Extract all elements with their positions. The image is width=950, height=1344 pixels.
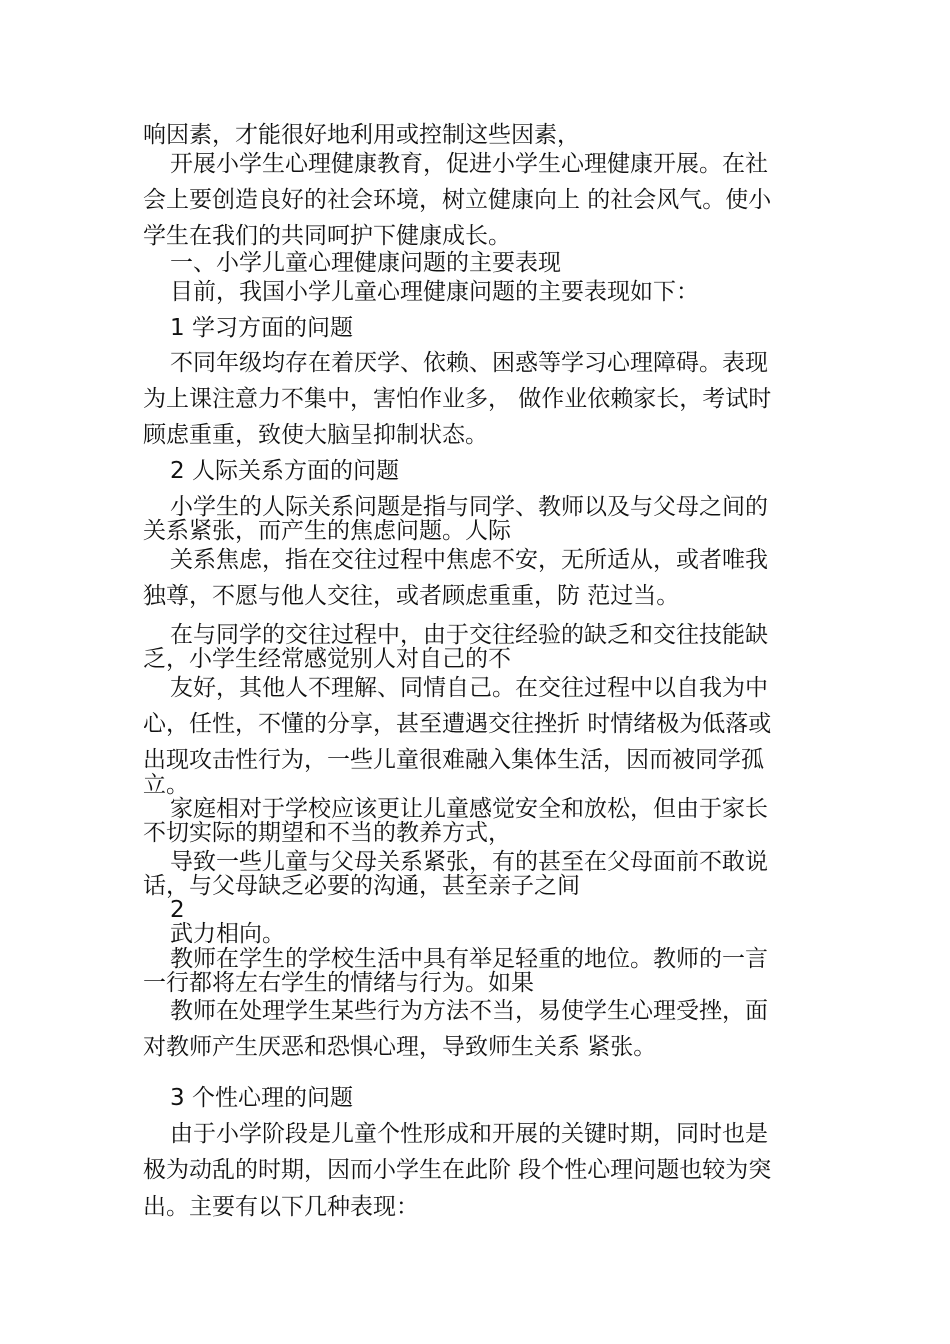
- text-line: 顾虑重重，致使大脑呈抑制状态。: [143, 422, 488, 448]
- paragraph-line: 教师在处理学生某些行为方法不当，易使学生心理受挫，面: [170, 998, 768, 1024]
- text-line: 关系紧张，而产生的焦虑问题。人际: [143, 518, 511, 544]
- text-line: 不切实际的期望和不当的教养方式，: [143, 820, 511, 846]
- paragraph-line: 由于小学阶段是儿童个性形成和开展的关键时期，同时也是: [170, 1121, 768, 1147]
- subsection-heading: 2 人际关系方面的问题: [170, 458, 399, 484]
- text-line: 响因素，才能很好地利用或控制这些因素，: [143, 122, 580, 148]
- paragraph-line: 目前，我国小学儿童心理健康问题的主要表现如下：: [170, 279, 699, 305]
- page-number: 2: [170, 897, 185, 923]
- paragraph-line: 在与同学的交往过程中，由于交往经验的缺乏和交往技能缺: [170, 622, 768, 648]
- paragraph-line: 关系焦虑，指在交往过程中焦虑不安，无所适从，或者唯我: [170, 547, 768, 573]
- text-line: 独尊，不愿与他人交往，或者顾虑重重，防 范过当。: [143, 583, 680, 609]
- paragraph-line: 小学生的人际关系问题是指与同学、教师以及与父母之间的: [170, 494, 768, 520]
- paragraph-line: 导致一些儿童与父母关系紧张，有的甚至在父母面前不敢说: [170, 849, 768, 875]
- paragraph-line: 开展小学生心理健康教育，促进小学生心理健康开展。在社: [170, 151, 768, 177]
- text-line: 极为动乱的时期，因而小学生在此阶 段个性心理问题也较为突: [143, 1157, 772, 1183]
- text-line: 立。: [143, 772, 189, 798]
- subsection-heading: 1 学习方面的问题: [170, 315, 353, 341]
- text-line: 出。主要有以下几种表现：: [143, 1194, 419, 1220]
- paragraph-line: 教师在学生的学校生活中具有举足轻重的地位。教师的一言: [170, 946, 768, 972]
- text-line: 会上要创造良好的社会环境，树立健康向上 的社会风气。使小: [143, 187, 772, 213]
- text-line: 一行都将左右学生的情绪与行为。如果: [143, 970, 534, 996]
- text-line: 学生在我们的共同呵护下健康成长。: [143, 223, 511, 249]
- text-line: 乏，小学生经常感觉别人对自己的不: [143, 646, 511, 672]
- text-line: 对教师产生厌恶和恐惧心理，导致师生关系 紧张。: [143, 1034, 657, 1060]
- text-line: 心，任性，不懂的分享，甚至遭遇交往挫折 时情绪极为低落或: [143, 711, 772, 737]
- text-line: 出现攻击性行为，一些儿童很难融入集体生活，因而被同学孤: [143, 747, 764, 773]
- paragraph-line: 不同年级均存在着厌学、依赖、困惑等学习心理障碍。表现: [170, 350, 768, 376]
- paragraph-line: 武力相向。: [170, 921, 285, 947]
- section-heading: 一、小学儿童心理健康问题的主要表现: [170, 250, 561, 276]
- subsection-heading: 3 个性心理的问题: [170, 1085, 353, 1111]
- text-line: 话，与父母缺乏必要的沟通，甚至亲子之间: [143, 873, 580, 899]
- text-line: 为上课注意力不集中，害怕作业多， 做作业依赖家长，考试时: [143, 386, 772, 412]
- paragraph-line: 家庭相对于学校应该更让儿童感觉安全和放松，但由于家长: [170, 796, 768, 822]
- paragraph-line: 友好，其他人不理解、同情自己。在交往过程中以自我为中: [170, 675, 768, 701]
